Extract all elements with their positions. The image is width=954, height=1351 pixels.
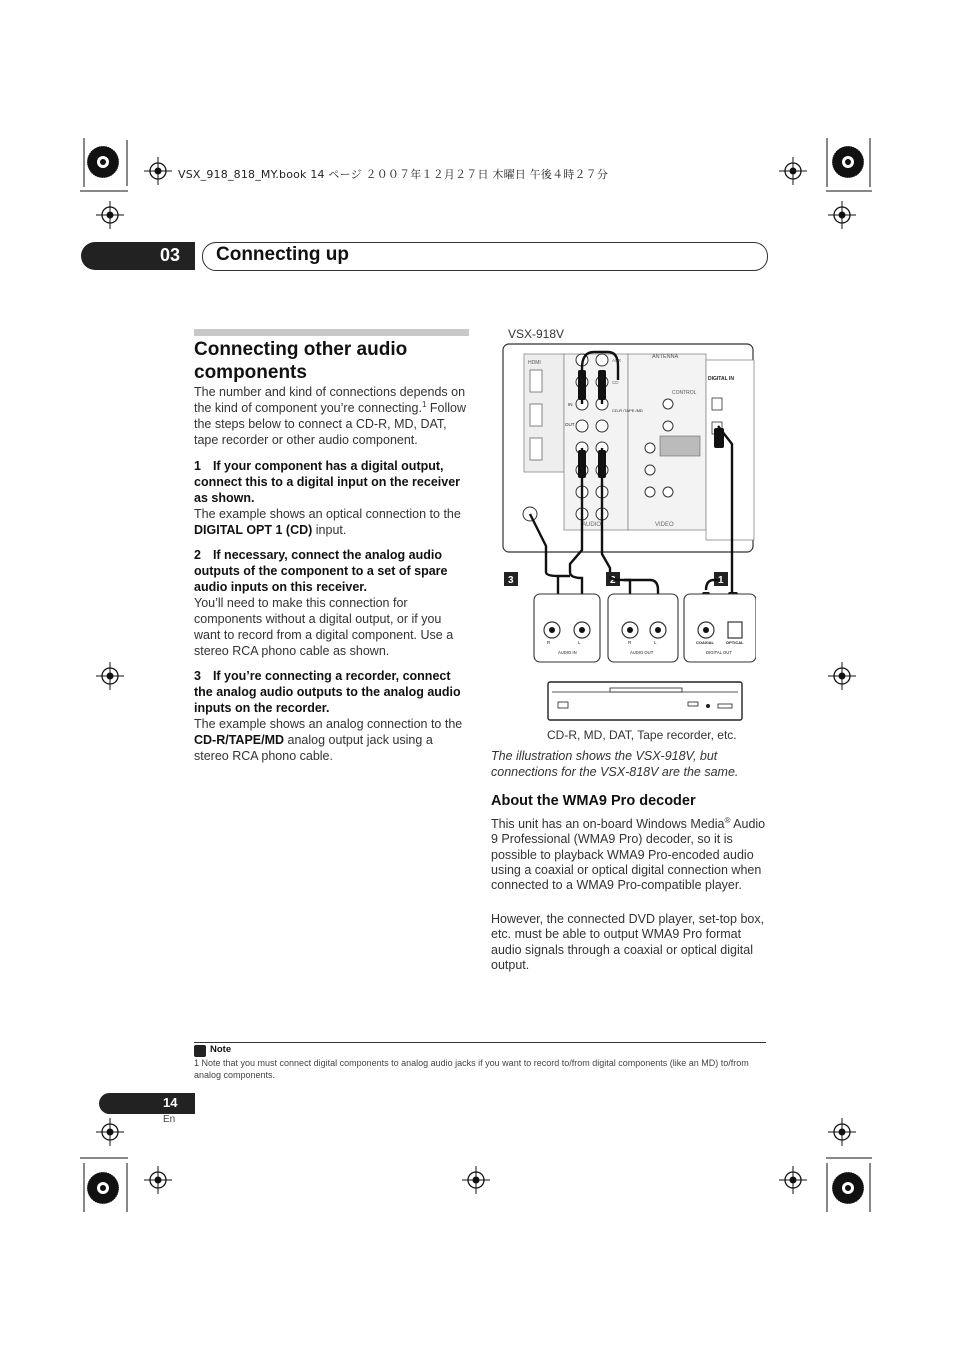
step-text: input. [312,523,347,537]
page-number-tab [99,1093,195,1114]
section-rule [194,329,469,336]
intro-text-1: The number and kind of connections depends on the kind of component you’re connecting. [194,385,466,415]
digital-in-block [706,360,754,540]
r-label: R [547,640,551,645]
note-text: 1 Note that you must connect digital components to analog audio jacks if you want to record to/from digital components (like an MD) to/from analog components. [194,1058,749,1080]
model-label: VSX-918V [508,327,565,341]
video-label: VIDEO [655,522,674,528]
wma-text-2: Audio 9 Professional (WMA9 Pro) decoder, so it is possible to playback WMA9 Pro-encoded audio using a coaxial or optical digital connection when connected to a WMA9 Pro-compatible player. [491,817,766,893]
step-number: 2 [194,548,201,562]
wma-title: About the WMA9 Pro decoder [491,793,696,809]
wma-text-1: This unit has an on-board Windows Media [491,817,725,831]
step-1-heading [194,458,470,506]
coaxial-label: COAXIAL [696,640,714,645]
audio-label: AUDIO [582,522,602,528]
step-text: analog output jack using a stereo RCA phono cable. [194,733,433,763]
wma-paragraph-1 [491,817,767,893]
step-heading-text: If you’re connecting a recorder, connect the analog audio outputs to the analog audio inputs on the recorder. [194,669,461,715]
language-code: En [163,1114,176,1125]
aux-label: AUX [612,358,622,363]
out-label: OUT [565,422,575,427]
digital-out-label: DIGITAL OUT [706,650,732,655]
step-1-text [194,506,470,538]
l-label: L [578,640,581,645]
step-3-text [194,716,470,764]
cdr-tape-md-label: CD-R/TAPE/MD [194,733,285,747]
audio-out-label: AUDIO OUT [630,650,654,655]
step-2-text: You’ll need to make this connection for components without a digital output, or if you want to record from a digital component. Use a stereo RCA phono cable as shown. [194,596,454,658]
cd-label: CD [612,380,619,385]
cdr-label: CD-R /TAPE /MD [612,408,643,413]
callout-1: 1 [718,575,724,586]
intro-paragraph [194,384,470,448]
step-number: 1 [194,459,201,473]
step-number: 3 [194,669,201,683]
page-number: 14 [163,1095,178,1110]
chapter-title: Connecting up [216,244,349,265]
intro-text-2: Follow the steps below to connect a CD-R, MD, DAT, tape recorder or other audio component. [194,401,466,447]
step-heading-text: If your component has a digital output, connect this to a digital input on the receiver as shown. [194,459,461,505]
note-rule [194,1042,766,1043]
registered-mark: ® [724,815,731,825]
connection-diagram [500,340,756,724]
device-label: CD-R, MD, DAT, Tape recorder, etc. [547,728,737,742]
step-2-heading [194,547,470,595]
figure-caption: The illustration shows the VSX-918V, but connections for the VSX-818V are the same. [491,749,739,779]
digital-in-label: DIGITAL IN [708,376,734,382]
optical-label: OPTICAL [726,640,744,645]
in-label: IN [568,402,573,407]
wma-paragraph-2: However, the connected DVD player, set-top box, etc. must be able to output WMA9 Pro format audio signals through a coaxial or optical digital output. [491,912,765,972]
hdmi-label: HDMI [528,360,541,366]
note-icon [194,1045,206,1057]
footnote-ref: 1 [421,399,427,409]
chapter-number: 03 [160,245,181,265]
step-heading-text: If necessary, connect the analog audio outputs of the component to a set of spare audio inputs on this receiver. [194,548,448,594]
print-info: VSX_918_818_MY.book 14 ページ ２００７年１２月２７日 木曜日 午後４時２７分 [178,168,609,181]
step-3-heading [194,668,470,716]
control-label: CONTROL [672,390,697,396]
callout-3: 3 [508,575,514,586]
step-text: The example shows an analog connection to the [194,717,463,731]
section-title: Connecting other audio components [194,339,408,383]
r-label-out: R [628,640,632,645]
step-text: The example shows an optical connection to the [194,507,461,521]
callout-2: 2 [610,575,616,586]
digital-opt-label: DIGITAL OPT 1 (CD) [194,523,313,537]
antenna-label: ANTENNA [652,354,679,360]
l-label-out: L [654,640,657,645]
note-label: Note [210,1044,232,1055]
audio-in-label: AUDIO IN [558,650,577,655]
